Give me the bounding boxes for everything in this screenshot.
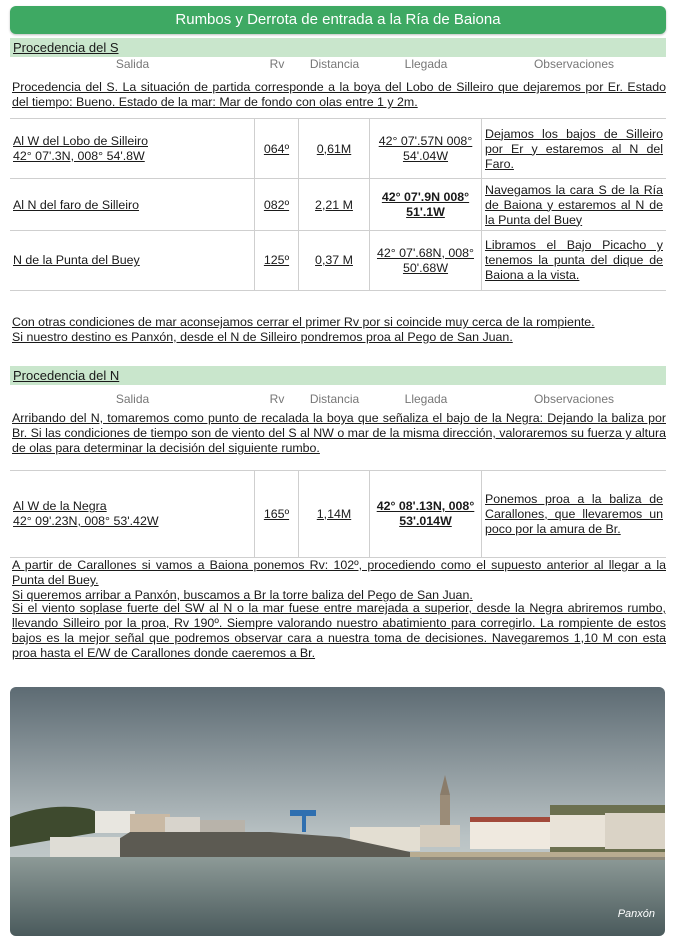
north-note-1: A partir de Carallones si vamos a Baiona ponemos Rv: 102º, procediendo como el supuesto anterior al llegar a la Punta del Buey. [12, 558, 666, 587]
cell-rv: 165º [255, 471, 299, 557]
table-row [10, 470, 666, 558]
page-title: Rumbos y Derrota de entrada a la Ría de Baiona [10, 6, 666, 34]
col-salida: Salida [115, 392, 150, 406]
cell-salida [10, 119, 255, 179]
col-observaciones: Observaciones [533, 57, 615, 71]
column-headers-south [10, 56, 666, 73]
south-intro: Procedencia del S. La situación de partida corresponde a la boya del Lobo de Silleiro que dejaremos por Er. Estado del tiempo: Bueno. Estado de la mar: Mar de fondo con olas entre 1 y 2m. [12, 80, 666, 109]
section-heading-north: Procedencia del N [10, 366, 666, 385]
photo-caption: Panxón [617, 908, 655, 920]
cell-salida [10, 179, 255, 231]
harbor-illustration [10, 687, 665, 936]
cell-llegada: 42° 07'.9N 008° 51'.1W [370, 179, 482, 231]
cell-distancia: 0,61M [299, 119, 370, 179]
south-note-2: Si nuestro destino es Panxón, desde el N de Silleiro pondremos proa al Pego de San Juan. [12, 330, 513, 344]
north-intro: Arribando del N, tomaremos como punto de recalada la boya que señaliza el bajo de la Negra: Dejando la baliza por Br. Si las condiciones de tiempo son de viento del S al NW o mar de la misma dirección, valoraremos su fuerza y altura de olas para determinar la decisión del siguiente rumbo. [12, 411, 666, 455]
cell-llegada: 42° 07'.68N, 008° 50'.68W [370, 231, 482, 290]
table-row [10, 118, 666, 179]
cell-rv: 082º [255, 179, 299, 231]
cell-rv: 125º [255, 231, 299, 290]
col-distancia: Distancia [309, 392, 360, 406]
salida-coords: 42° 07'.3N, 008° 54'.8W [13, 149, 145, 163]
cell-observaciones: Dejamos los bajos de Silleiro por Er y estaremos al N del Faro. [485, 126, 663, 171]
panxon-photo [10, 687, 665, 936]
col-llegada: Llegada [404, 392, 448, 406]
salida-name: Al W del Lobo de Silleiro [13, 134, 148, 148]
cell-distancia: 0,37 M [299, 231, 370, 290]
col-salida: Salida [115, 57, 150, 71]
cell-llegada: 42° 08'.13N, 008° 53'.014W [370, 471, 482, 557]
cell-salida [10, 231, 255, 290]
col-distancia: Distancia [309, 57, 360, 71]
cell-observaciones: Ponemos proa a la baliza de Carallones, que llevaremos un poco por la amura de Br. [485, 491, 663, 536]
col-rv: Rv [269, 57, 285, 71]
table-row [10, 178, 666, 231]
section-heading-south: Procedencia del S [10, 38, 666, 57]
cell-observaciones: Navegamos la cara S de la Ría de Baiona y estaremos al N de la Punta del Buey [485, 182, 663, 227]
col-llegada: Llegada [404, 57, 448, 71]
cell-rv: 064º [255, 119, 299, 179]
north-note-2: Si queremos arribar a Panxón, buscamos a Br la torre baliza del Pego de San Juan. [12, 588, 473, 602]
col-rv: Rv [269, 392, 285, 406]
north-note-3: Si el viento soplase fuerte del SW al N o la mar fuese entre marejada a superior, desde la Negra abriremos rumbo, llevando Silleiro por la proa, Rv 190º. Siempre valorando nuestro abatimiento para corregirlo. La rompiente de estos bajos es la mejor señal que podremos observar cara a nuestra toma de decisiones. Navegaremos 1,10 M con esta proa hasta el E/W de Carallones donde caeremos a Br. [12, 601, 666, 660]
salida-name: Al W de la Negra [13, 499, 107, 513]
south-note-1: Con otras condiciones de mar aconsejamos cerrar el primer Rv por si coincide muy cerca de la rompiente. [12, 315, 595, 329]
column-headers-north [10, 391, 666, 408]
cell-salida [10, 471, 255, 557]
salida-name: Al N del faro de Silleiro [13, 197, 140, 212]
salida-coords: 42° 09'.23N, 008° 53'.42W [13, 514, 159, 528]
table-row [10, 230, 666, 291]
salida-name: N de la Punta del Buey [13, 253, 140, 267]
cell-llegada: 42° 07'.57N 008° 54'.04W [370, 119, 482, 179]
cell-distancia: 2,21 M [299, 179, 370, 231]
cell-distancia: 1,14M [299, 471, 370, 557]
cell-observaciones: Libramos el Bajo Picacho y tenemos la punta del dique de Baiona a la vista. [485, 238, 663, 282]
col-observaciones: Observaciones [533, 392, 615, 406]
